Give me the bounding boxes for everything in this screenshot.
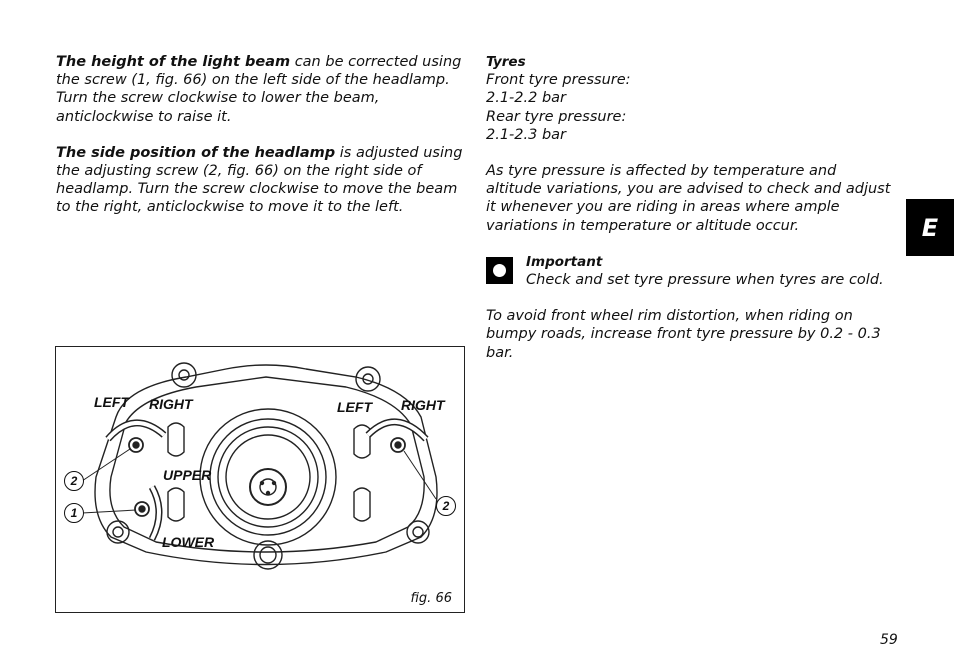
left-column [56, 53, 466, 217]
front-pressure-label: Front tyre pressure: [486, 72, 631, 89]
bulb-right-upper [354, 425, 370, 458]
figure-caption: fig. 66 [410, 591, 452, 606]
page-number: 59 [880, 632, 898, 648]
label-left-b: LEFT [337, 399, 372, 415]
callout-1: 1 [64, 503, 84, 523]
headlamp-illustration [56, 347, 466, 614]
rear-pressure-label: Rear tyre pressure: [486, 108, 627, 125]
rim-note: To avoid front wheel rim distortion, when riding on bumpy roads, increase front tyre pressure by 0.2 - 0.3 bar. [486, 308, 881, 361]
bulb-left-upper [168, 423, 184, 456]
leader-line-2-left [82, 449, 130, 481]
pressure-note: As tyre pressure is affected by temperature and altitude variations, you are advised to check and adjust it whenever you are riding in areas where ample variations in temperature or altitude occur. [486, 163, 891, 234]
bulb-connector [250, 469, 286, 505]
side-position-paragraph [56, 144, 466, 217]
side-position-text: is adjusted using the adjusting screw (2, fig. 66) on the right side of headlamp. Turn the screw clockwise to move the beam to the right, anticlockwise to move it to the left. [56, 144, 463, 216]
section-tab: E [906, 199, 954, 256]
callout-2-right: 2 [436, 496, 456, 516]
important-notice [486, 253, 896, 289]
label-upper: UPPER [163, 467, 212, 483]
label-right-a: RIGHT [149, 396, 193, 412]
beam-height-paragraph [56, 53, 466, 126]
front-pressure-value: 2.1-2.2 bar [486, 90, 567, 107]
main-lamp-housing [200, 409, 336, 545]
bulb-right-lower [354, 488, 370, 521]
important-text: Check and set tyre pressure when tyres are cold. [526, 272, 884, 289]
beam-height-heading: The height of the light beam [56, 54, 291, 70]
important-icon [486, 257, 513, 284]
bulb-left-lower [168, 488, 184, 521]
leader-line-1 [82, 510, 136, 513]
important-heading: Important [526, 253, 603, 270]
right-column [486, 53, 896, 362]
label-lower: LOWER [162, 534, 215, 550]
mount-tab-top-left [172, 363, 196, 387]
beam-height-text: can be corrected using the screw (1, fig. 66) on the left side of the headlamp. Turn the screw clockwise to lower the beam, anticlockwise to raise it. [56, 54, 462, 125]
tyres-heading: Tyres [486, 54, 526, 70]
mount-tab-top-right [356, 367, 380, 391]
rear-pressure-value: 2.1-2.3 bar [486, 126, 567, 143]
side-position-heading: The side position of the headlamp [56, 144, 336, 161]
label-right-b: RIGHT [401, 397, 445, 413]
callout-2-left: 2 [64, 471, 84, 491]
label-left-a: LEFT [94, 394, 129, 410]
figure-66 [55, 346, 465, 613]
